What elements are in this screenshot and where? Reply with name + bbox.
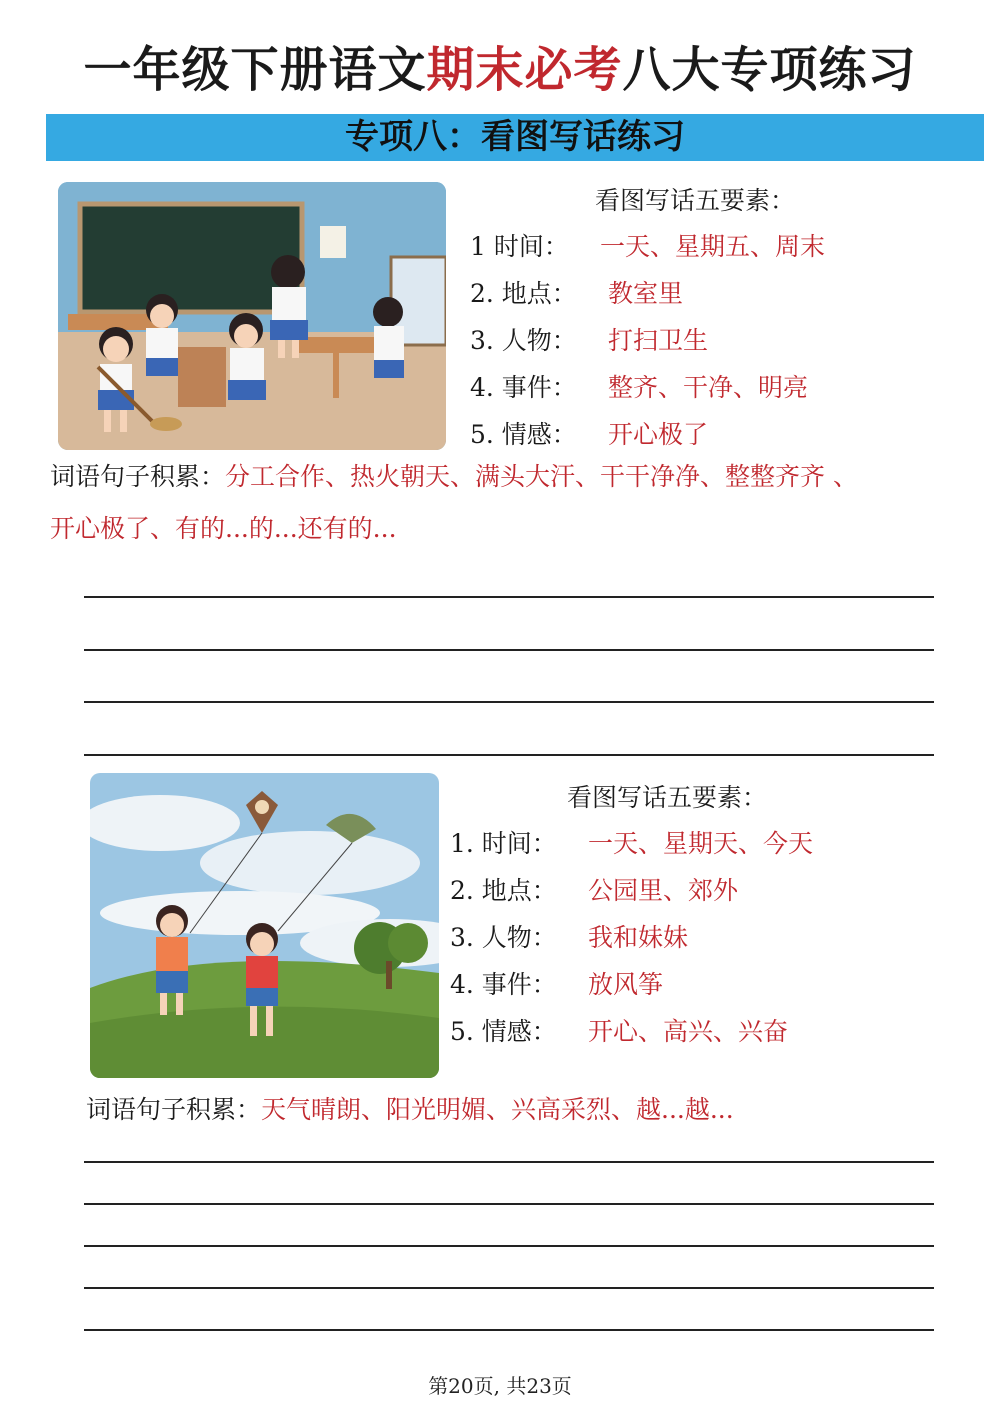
writing-line[interactable] <box>84 1329 934 1331</box>
title-part-2: 八大专项练习 <box>622 42 917 98</box>
writing-line[interactable] <box>84 1245 934 1247</box>
element-row <box>450 921 970 955</box>
element-row <box>450 874 970 908</box>
writing-line[interactable] <box>84 754 934 756</box>
element-row <box>470 324 970 358</box>
writing-line[interactable] <box>84 649 934 651</box>
five-elements-heading: 看图写话五要素： <box>567 783 768 812</box>
section-banner <box>46 114 984 161</box>
accumulation-text: 分工合作、热火朝天、满头大汗、干干净净、整整齐齐 、 <box>225 462 858 491</box>
writing-line[interactable] <box>84 701 934 703</box>
writing-line[interactable] <box>84 596 934 598</box>
section-title: 专项八：看图写话练习 <box>345 117 685 157</box>
element-label: 5. 情感： <box>450 1017 557 1046</box>
element-value: 整齐、干净、明亮 <box>608 373 809 402</box>
element-label: 4. 事件： <box>450 970 557 999</box>
element-value: 打扫卫生 <box>608 326 709 355</box>
writing-line[interactable] <box>84 1287 934 1289</box>
element-row <box>450 1015 970 1049</box>
element-row <box>470 371 970 405</box>
element-value: 开心极了 <box>608 420 709 449</box>
kite-flying-illustration <box>90 773 439 1078</box>
writing-line[interactable] <box>84 1161 934 1163</box>
element-value: 我和妹妹 <box>588 923 689 952</box>
page-title <box>0 38 1000 102</box>
element-value: 开心、高兴、兴奋 <box>588 1017 789 1046</box>
element-label: 3. 人物： <box>470 326 577 355</box>
accumulation-label: 词语句子积累： <box>86 1095 262 1124</box>
element-label: 1 时间： <box>470 232 569 261</box>
element-value: 教室里 <box>608 279 684 308</box>
element-label: 2. 地点： <box>450 876 557 905</box>
element-label: 2. 地点： <box>470 279 577 308</box>
element-label: 4. 事件： <box>470 373 577 402</box>
element-row <box>450 968 970 1002</box>
element-row <box>470 230 970 264</box>
element-row <box>470 418 970 452</box>
element-label: 1. 时间： <box>450 829 557 858</box>
element-value: 放风筝 <box>588 970 664 999</box>
element-label: 5. 情感： <box>470 420 577 449</box>
writing-line[interactable] <box>84 1203 934 1205</box>
element-row <box>450 827 970 861</box>
element-value: 公园里、郊外 <box>588 876 739 905</box>
accumulation-label: 词语句子积累： <box>50 462 226 491</box>
title-part-1: 一年级下册语文 <box>83 42 427 98</box>
five-elements-heading: 看图写话五要素： <box>595 186 796 215</box>
accumulation-text: 天气晴朗、阳光明媚、兴高采烈、越...越... <box>261 1095 734 1124</box>
element-row <box>470 277 970 311</box>
vocabulary-accumulation <box>50 460 858 494</box>
classroom-illustration <box>58 182 446 450</box>
title-highlight: 期末必考 <box>426 42 623 98</box>
accumulation-text-line2: 开心极了、有的...的...还有的... <box>50 514 397 543</box>
vocabulary-accumulation <box>86 1093 734 1127</box>
element-value: 一天、星期五、周末 <box>600 232 826 261</box>
page-number: 第20页, 共23页 <box>428 1374 572 1398</box>
element-label: 3. 人物： <box>450 923 557 952</box>
element-value: 一天、星期天、今天 <box>588 829 814 858</box>
